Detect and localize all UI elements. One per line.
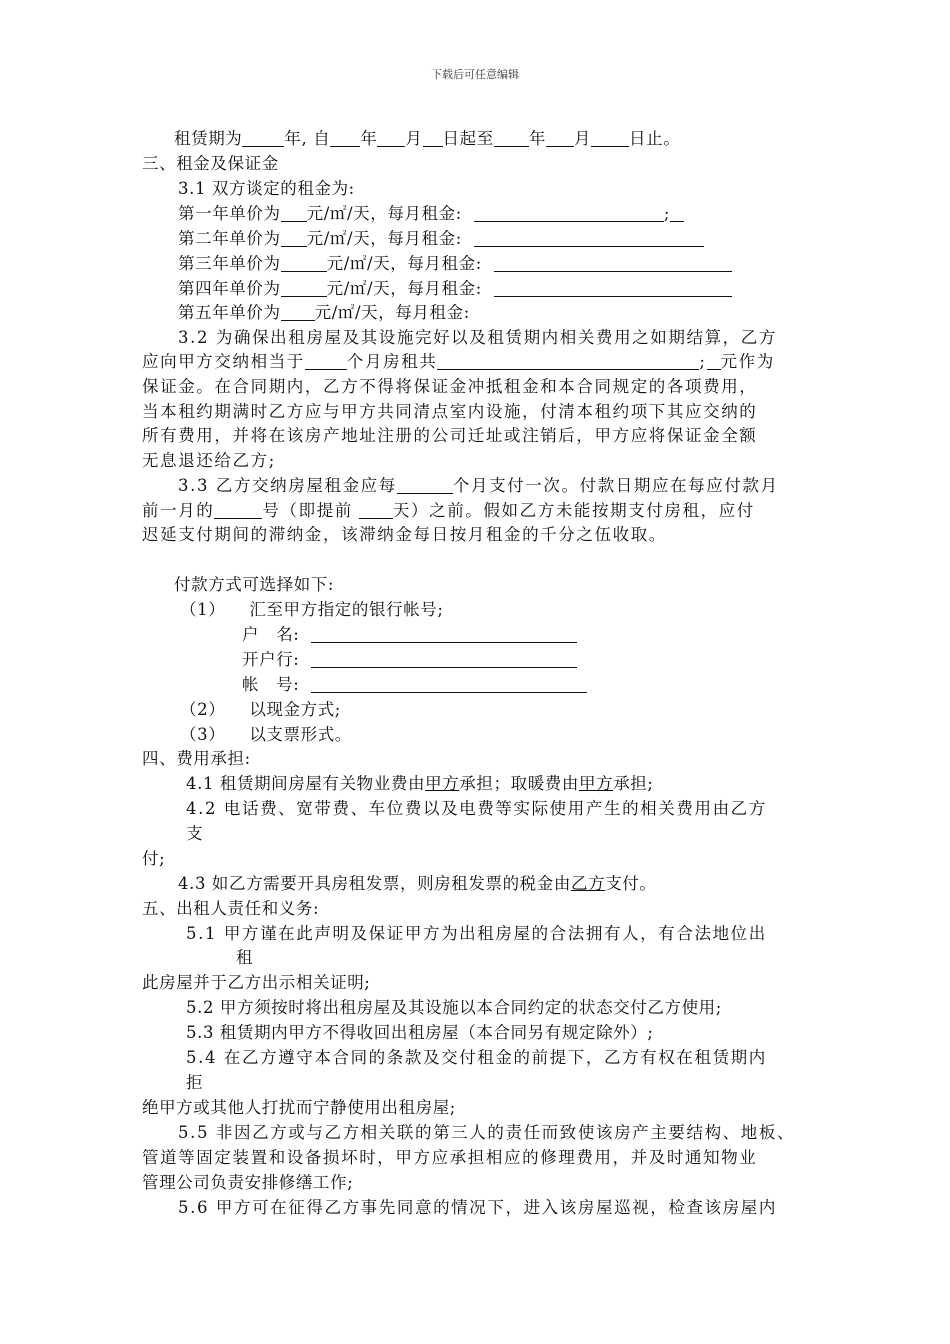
clause-5-6-line-1: 5.6 甲方可在征得乙方事先同意的情况下，进入该房屋巡视，检查该房屋内	[178, 1198, 777, 1217]
rent-year-3: 第三年单价为 元/㎡/天，每月租金:	[178, 253, 732, 275]
clause-3-3-line-3: 迟延支付期间的滞纳金，该滞纳金每日按月租金的千分之伍收取。	[142, 525, 667, 544]
account-name-line: 户 名:	[242, 624, 577, 646]
section-4-title: 四、费用承担:	[142, 749, 251, 768]
clause-3-3-line-1: 3.3 乙方交纳房屋租金应每 个月支付一次。付款日期应在每应付款月	[178, 476, 779, 495]
rent-year-4: 第四年单价为 元/㎡/天，每月租金:	[178, 278, 732, 300]
clause-3-2-line-2: 应向甲方交纳相当于 个月房租共 ; 元作为	[142, 352, 775, 371]
clause-5-5-line-3: 管理公司负责安排修缮工作;	[142, 1173, 354, 1192]
clause-5-2: 5.2 甲方须按时将出租房屋及其设施以本合同约定的状态交付乙方使用;	[186, 998, 722, 1017]
clause-5-5-line-2: 管道等固定装置和设备损坏时，甲方应承担相应的修理费用，并及时通知物业	[142, 1148, 758, 1167]
lease-period-line: 租赁期为 年, 自 年 月 日起至 年 月 日止。	[174, 129, 681, 148]
clause-3-2-line-6: 无息退还给乙方;	[142, 451, 276, 470]
clause-4-2-line-1: 4.2 电话费、宽带费、车位费以及电费等实际使用产生的相关费用由乙方	[186, 799, 767, 818]
account-number-line: 帐 号:	[242, 674, 587, 696]
clause-4-1: 4.1 租赁期间房屋有关物业费由甲方承担；取暖费由甲方承担;	[186, 774, 654, 793]
rent-year-2: 第二年单价为 元/㎡/天，每月租金:	[178, 228, 704, 250]
clause-3-1: 3.1 双方谈定的租金为:	[178, 179, 355, 198]
payment-option-1: （1） 汇至甲方指定的银行帐号;	[180, 600, 444, 619]
rent-year-1: 第一年单价为 元/㎡/天，每月租金: ;	[178, 203, 684, 225]
clause-3-2-line-1: 3.2 为确保出租房屋及其设施完好以及租赁期内相关费用之如期结算，乙方	[178, 328, 777, 347]
clause-5-1-line-1: 5.1 甲方谨在此声明及保证甲方为出租房屋的合法拥有人，有合法地位出	[186, 924, 767, 943]
clause-5-3: 5.3 租赁期内甲方不得收回出租房屋（本合同另有规定除外）;	[186, 1023, 654, 1042]
clause-3-2-line-5: 所有费用，并将在该房产地址注册的公司迁址或注销后，甲方应将保证金全额	[142, 426, 758, 445]
clause-3-2-line-3: 保证金。在合同期内，乙方不得将保证金冲抵租金和本合同规定的各项费用，	[142, 377, 758, 396]
payment-option-3: （3） 以支票形式。	[180, 725, 352, 744]
section-3-title: 三、租金及保证金	[142, 154, 279, 173]
clause-5-4-line-3: 绝甲方或其他人打扰而宁静使用出租房屋;	[142, 1098, 456, 1117]
payment-methods-title: 付款方式可选择如下:	[174, 575, 335, 594]
clause-5-1-line-3: 此房屋并于乙方出示相关证明;	[142, 973, 371, 992]
clause-4-2-line-3: 付;	[142, 849, 166, 868]
page-header: 下载后可任意编辑	[431, 68, 519, 81]
rent-year-5: 第五年单价为 元/㎡/天，每月租金:	[178, 303, 470, 322]
account-bank-line: 开户行:	[242, 649, 577, 671]
payment-option-2: （2） 以现金方式;	[180, 700, 341, 719]
section-5-title: 五、出租人责任和义务:	[142, 899, 320, 918]
clause-3-2-line-4: 当本租约期满时乙方应与甲方共同清点室内设施，付清本租约项下其应交纳的	[142, 402, 758, 421]
clause-5-5-line-1: 5.5 非因乙方或与乙方相关联的第三人的责任而致使该房产主要结构、地板、	[178, 1123, 796, 1142]
clause-3-3-line-2: 前一月的 号（即提前 天）之前。假如乙方未能按期支付房租，应付	[142, 501, 755, 520]
clause-5-4-line-1: 5.4 在乙方遵守本合同的条款及交付租金的前提下，乙方有权在租赁期内	[186, 1048, 767, 1067]
clause-5-1-line-2: 租	[236, 948, 254, 967]
clause-4-3: 4.3 如乙方需要开具房租发票，则房租发票的税金由乙方支付。	[178, 874, 657, 893]
clause-5-4-line-2: 拒	[186, 1073, 204, 1092]
clause-4-2-line-2: 支	[186, 824, 204, 843]
